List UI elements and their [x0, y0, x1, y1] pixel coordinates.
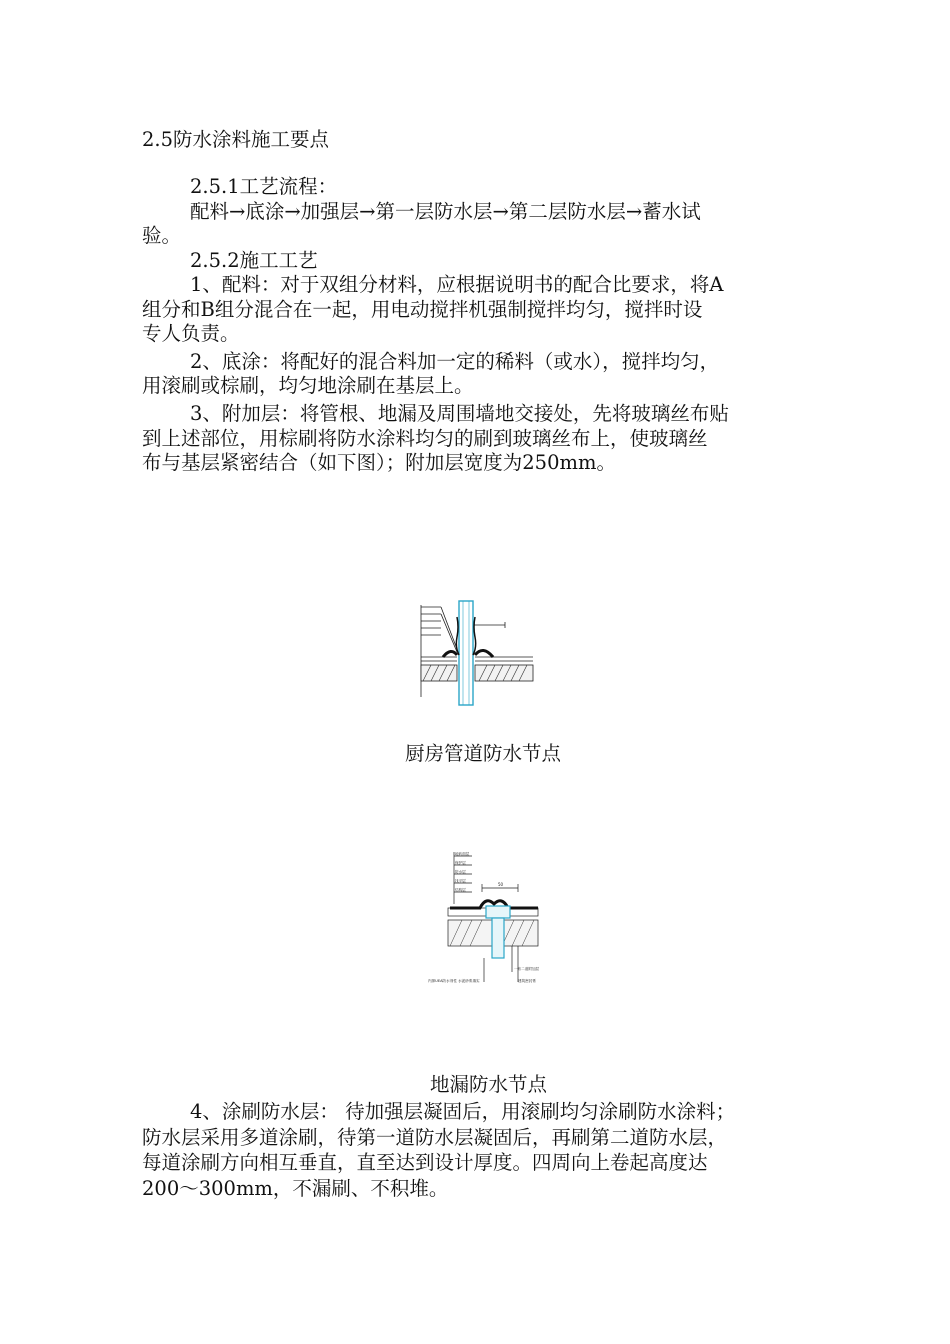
paragraph-line: 1、配料：对于双组分材料，应根据说明书的配合比要求，将A	[190, 273, 724, 296]
figure-caption-kitchen: 厨房管道防水节点	[405, 742, 562, 765]
paragraph-line: 3、附加层：将管根、地漏及周围墙地交接处，先将玻璃丝布贴	[190, 402, 729, 425]
drain-label-membrane: 一布二道附加层	[514, 967, 540, 971]
paragraph-line: 防水层采用多道涂刷，待第一道防水层凝固后，再刷第二道防水层，	[142, 1126, 728, 1149]
paragraph-line: 用滚刷或棕刷，均匀地涂刷在基层上。	[142, 374, 474, 397]
floor-drain-detail-figure	[428, 848, 553, 988]
figure-caption-floor-drain: 地漏防水节点	[430, 1073, 548, 1096]
subsection-process-title: 2.5.1工艺流程：	[190, 175, 338, 198]
subsection-technique-title: 2.5.2施工工艺	[190, 249, 318, 272]
section-heading: 2.5防水涂料施工要点	[142, 128, 330, 151]
drain-layer-label: 结构层	[455, 888, 466, 892]
process-flow-line: 验。	[142, 224, 182, 247]
drain-layer-label: 地砖面层	[455, 852, 470, 856]
process-flow-line: 配料→底涂→加强层→第一层防水层→第二层防水层→蓄水试	[190, 200, 701, 223]
drain-label-mortar: 内掺UEA防水剂性 水泥砂浆填实	[428, 979, 480, 983]
paragraph-line: 2、底涂：将配好的混合料加一定的稀料（或水），搅拌均匀，	[190, 350, 720, 373]
paragraph-line: 4、涂刷防水层： 待加强层凝固后，用滚刷均匀涂刷防水涂料；	[190, 1100, 736, 1123]
paragraph-line: 每道涂刷方向相互垂直，直至达到设计厚度。四周向上卷起高度达	[142, 1151, 708, 1174]
paragraph-line: 200～300mm，不漏刷、不积堆。	[142, 1177, 449, 1200]
drain-layer-label: 找平层	[455, 879, 466, 883]
drain-label-sealant: 建筑密封膏	[518, 979, 536, 983]
paragraph-line: 布与基层紧密结合（如下图）；附加层宽度为250mm。	[142, 451, 616, 474]
paragraph-line: 到上述部位，用棕刷将防水涂料均匀的刷到玻璃丝布上，使玻璃丝	[142, 427, 708, 450]
paragraph-line: 专人负责。	[142, 322, 240, 345]
drain-layer-label: 保护层	[455, 861, 466, 865]
kitchen-pipe-detail-figure	[413, 597, 553, 707]
drain-layer-label: 防水层	[455, 870, 466, 874]
drain-dimension-label: 50	[498, 882, 504, 887]
paragraph-line: 组分和B组分混合在一起，用电动搅拌机强制搅拌均匀，搅拌时设	[142, 298, 703, 321]
